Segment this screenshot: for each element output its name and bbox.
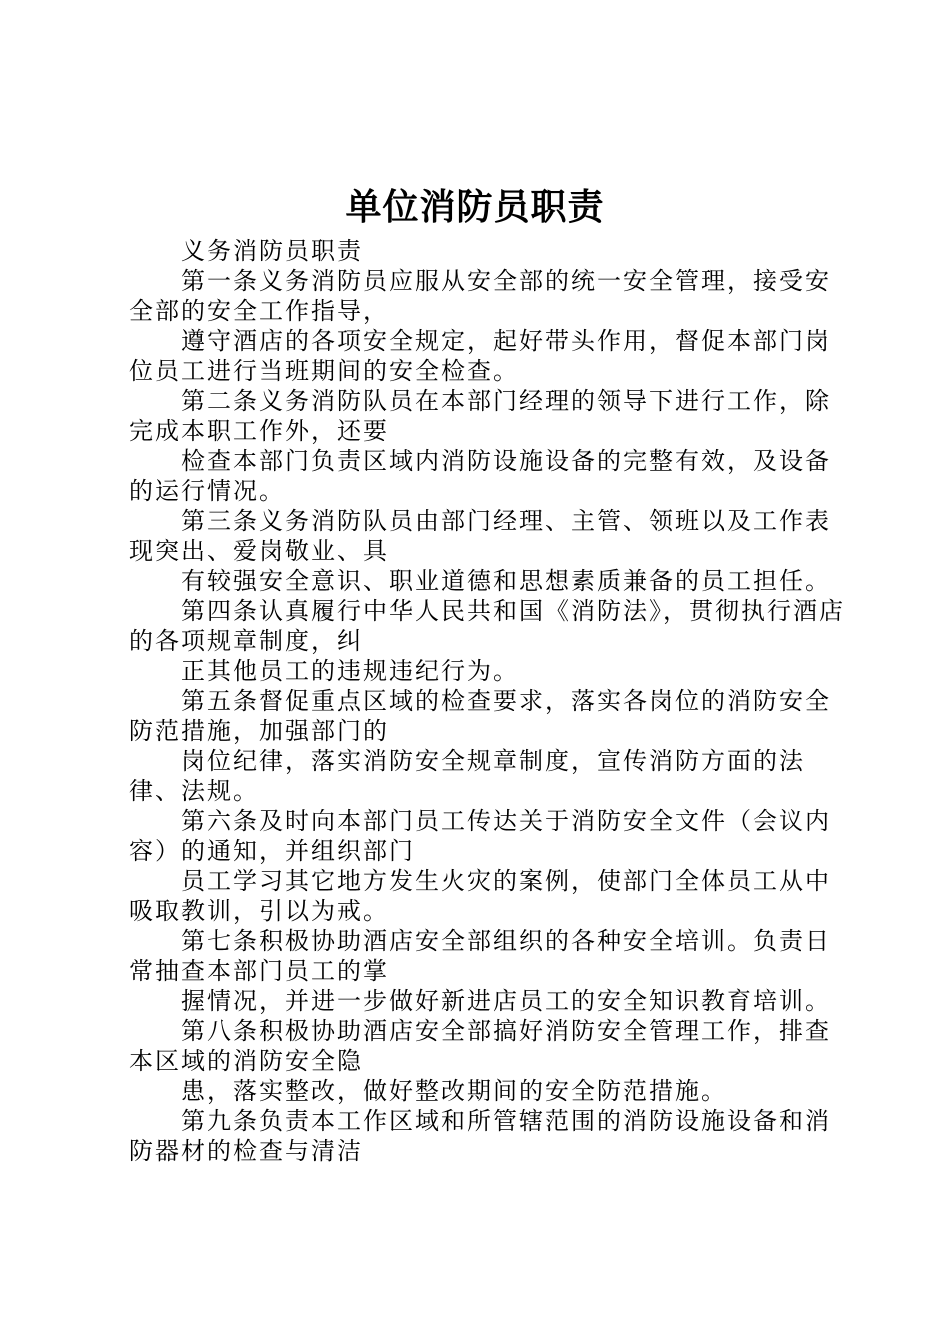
- paragraph: 患，落实整改，做好整改期间的安全防范措施。: [181, 1077, 727, 1105]
- paragraph: 第三条义务消防队员由部门经理、主管、领班以及工作表现突出、爱岗敬业、具: [129, 507, 831, 565]
- paragraph: 第六条及时向本部门员工传达关于消防安全文件（会议内容）的通知，并组织部门: [129, 807, 831, 865]
- paragraph: 遵守酒店的各项安全规定，起好带头作用，督促本部门岗位员工进行当班期间的安全检查。: [129, 327, 831, 385]
- paragraph: 第二条义务消防队员在本部门经理的领导下进行工作，除完成本职工作外，还要: [129, 387, 831, 445]
- paragraph: 检查本部门负责区域内消防设施设备的完整有效，及设备的运行情况。: [129, 447, 831, 505]
- paragraph: 第四条认真履行中华人民共和国《消防法》，贯彻执行酒店的各项规章制度，纠: [129, 597, 845, 655]
- paragraph: 第九条负责本工作区域和所管辖范围的消防设施设备和消防器材的检查与清洁: [129, 1107, 831, 1165]
- paragraph: 员工学习其它地方发生火灾的案例，使部门全体员工从中吸取教训，引以为戒。: [129, 867, 831, 925]
- paragraph: 握情况，并进一步做好新进店员工的安全知识教育培训。: [181, 987, 831, 1015]
- document-body: [129, 236, 849, 1166]
- paragraph: 第五条督促重点区域的检查要求，落实各岗位的消防安全防范措施，加强部门的: [129, 687, 831, 745]
- paragraph: 第七条积极协助酒店安全部组织的各种安全培训。负责日常抽查本部门员工的掌: [129, 927, 831, 985]
- paragraph: 第一条义务消防员应服从安全部的统一安全管理，接受安全部的安全工作指导，: [129, 267, 831, 325]
- paragraph: 岗位纪律，落实消防安全规章制度，宣传消防方面的法律、法规。: [129, 747, 805, 805]
- paragraph: 正其他员工的违规违纪行为。: [181, 657, 519, 685]
- paragraph: 有较强安全意识、职业道德和思想素质兼备的员工担任。: [181, 567, 831, 595]
- paragraph-heading: 义务消防员职责: [181, 237, 363, 265]
- paragraph: 第八条积极协助酒店安全部搞好消防安全管理工作，排查本区域的消防安全隐: [129, 1017, 831, 1075]
- document-title: 单位消防员职责: [345, 186, 605, 228]
